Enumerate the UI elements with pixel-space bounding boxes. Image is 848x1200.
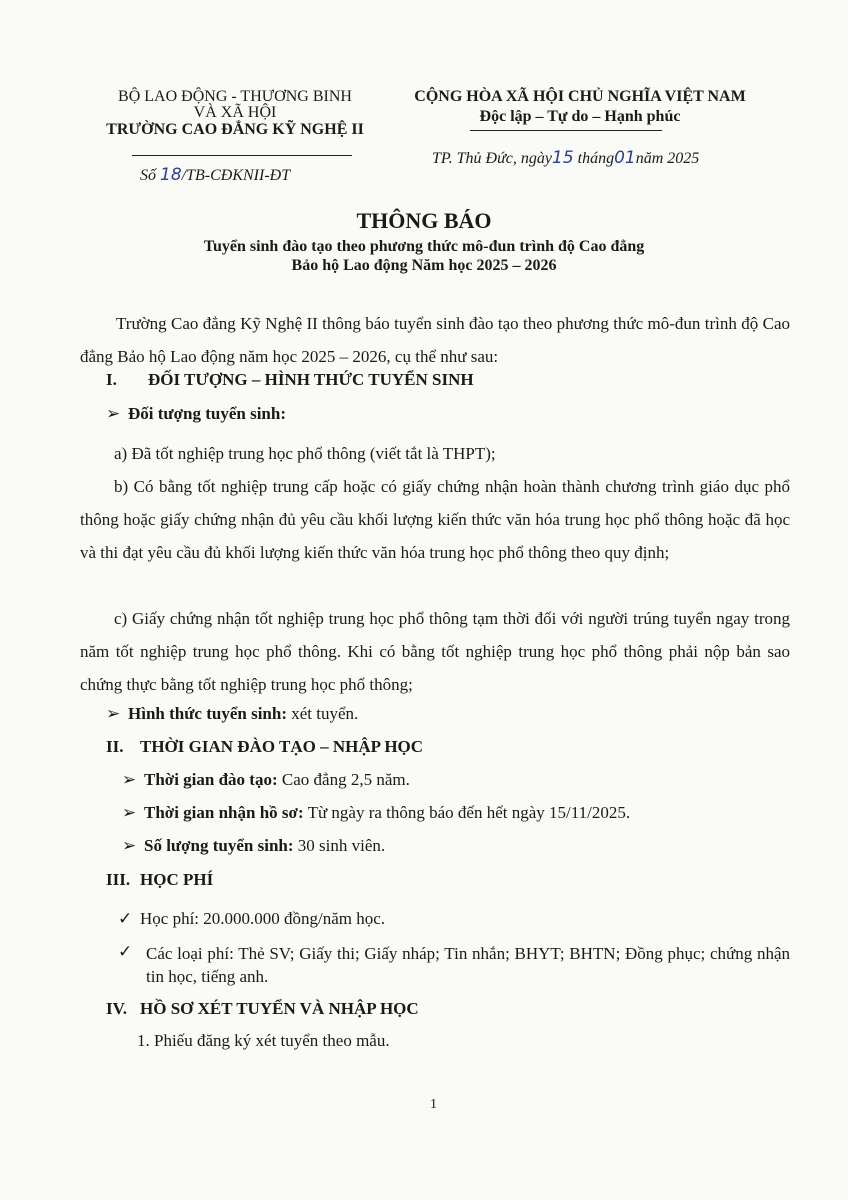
ministry-name: BỘ LAO ĐỘNG - THƯƠNG BINH VÀ XÃ HỘI TRƯỜNG CAO ĐẲNG KỸ NGHỆ II xyxy=(60,88,410,139)
document-item-1: 1. Phiếu đăng ký xét tuyển theo mẫu. xyxy=(137,1031,390,1050)
document-date: TP. Thủ Đức, ngày15 tháng01năm 2025 xyxy=(432,148,700,168)
check-bullet-icon: ✓ xyxy=(118,909,133,928)
section-4-heading: IV. HỒ SƠ XÉT TUYỂN VÀ NHẬP HỌC xyxy=(106,999,419,1018)
motto-underline xyxy=(470,130,662,131)
section-2-heading: II. THỜI GIAN ĐÀO TẠO – NHẬP HỌC xyxy=(106,737,424,756)
section-3-heading: III. HỌC PHÍ xyxy=(106,870,214,889)
notice-title: THÔNG BÁO xyxy=(356,208,492,233)
motto: Độc lập – Tự do – Hạnh phúc xyxy=(479,108,681,125)
other-fees-item: ✓ Các loại phí: Thẻ SV; Giấy thi; Giấy nháp; Tin nhắn; BHYT; BHTN; Đồng phục; chứng nhận tin học, tiếng anh. xyxy=(118,942,790,986)
intro-paragraph: Trường Cao đẳng Kỹ Nghệ II thông báo tuyển sinh đào tạo theo phương thức mô-đun trình độ Cao đẳng Bảo hộ Lao động năm học 2025 – 2026, cụ thể như sau: xyxy=(80,314,790,366)
notice-subtitle-2: Bảo hộ Lao động Năm học 2025 – 2026 xyxy=(291,257,557,274)
document-reference: Số 18/TB-CĐKNII-ĐT xyxy=(140,165,291,185)
target-item-a: a) Đã tốt nghiệp trung học phổ thông (viết tắt là THPT); xyxy=(114,444,496,463)
school-name: TRƯỜNG CAO ĐẲNG KỸ NGHỆ II xyxy=(106,121,364,138)
admission-form-bullet: ➢ Hình thức tuyển sinh: xét tuyển. xyxy=(106,704,359,723)
target-item-b: b) Có bằng tốt nghiệp trung cấp hoặc có giấy chứng nhận hoàn thành chương trình giáo dục phổ thông hoặc giấy chứng nhận đủ yêu cầu khối lượng kiến thức văn hóa trung học phổ thông hoặc đã học và thi đạt yêu cầu đủ khối lượng kiến thức văn hóa trung học phổ thông theo quy định; xyxy=(80,477,790,562)
notice-subtitle-1: Tuyển sinh đào tạo theo phương thức mô-đun trình độ Cao đẳng xyxy=(203,238,645,255)
target-bullet: ➢ Đối tượng tuyển sinh: xyxy=(106,404,287,423)
target-item-c: c) Giấy chứng nhận tốt nghiệp trung học phổ thông tạm thời đối với người trúng tuyển ngay trong năm tốt nghiệp trung học phổ thông. Khi có bằng tốt nghiệp trung học phổ thông phải nộp bản sao chứng thực bằng tốt nghiệp trung học phổ thông; xyxy=(80,609,790,694)
arrow-bullet-icon: ➢ xyxy=(122,836,137,855)
day-handwritten: 15 xyxy=(552,148,574,168)
tuition-item: ✓ Học phí: 20.000.000 đồng/năm học. xyxy=(118,909,386,928)
page-number: 1 xyxy=(430,1097,437,1112)
arrow-bullet-icon: ➢ xyxy=(106,704,121,723)
month-handwritten: 01 xyxy=(614,148,636,168)
training-duration-item: ➢ Thời gian đào tạo: Cao đẳng 2,5 năm. xyxy=(122,770,410,789)
country-name: CỘNG HÒA XÃ HỘI CHỦ NGHĨA VIỆT NAM xyxy=(414,88,746,105)
arrow-bullet-icon: ➢ xyxy=(122,770,137,789)
application-period-item: ➢ Thời gian nhận hồ sơ: Từ ngày ra thông báo đến hết ngày 15/11/2025. xyxy=(122,803,631,822)
national-header xyxy=(380,88,780,126)
arrow-bullet-icon: ➢ xyxy=(122,803,137,822)
enrollment-quota-item: ➢ Số lượng tuyển sinh: 30 sinh viên. xyxy=(122,836,386,855)
ref-number-handwritten: 18 xyxy=(160,165,182,185)
check-bullet-icon: ✓ xyxy=(118,942,133,961)
section-1-heading: I. ĐỐI TƯỢNG – HÌNH THỨC TUYỂN SINH xyxy=(106,370,474,389)
notice-title-block xyxy=(0,208,848,275)
arrow-bullet-icon: ➢ xyxy=(106,404,121,423)
header-left-divider xyxy=(132,155,352,156)
